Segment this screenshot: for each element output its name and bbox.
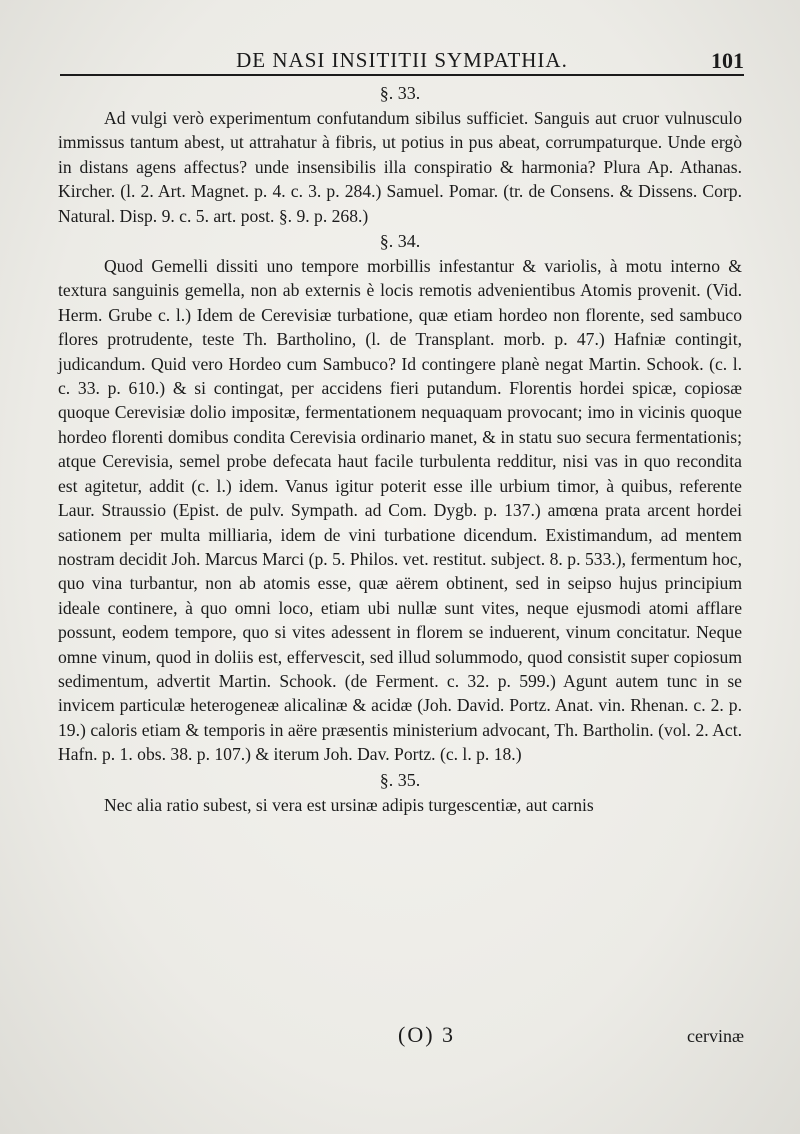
paragraph: Ad vulgi verò experimentum confutandum sibilus sufficiet. Sanguis aut cruor vulnusculo immissus tantum abest, ut attrahatur à fibris, ut potius in pus abeat, corrumpaturque. Unde ergò in distans agens affectus? unde insensibilis illa conspiratio & harmonia? Plura Ap. Athanas. Kircher. (l. 2. Art. Magnet. p. 4. c. 3. p. 284.) Samuel. Pomar. (tr. de Consens. & Dissens. Corp. Natural. Disp. 9. c. 5. art. post. §. 9. p. 268.) bbox=[58, 108, 742, 226]
section-heading: §. 33. bbox=[379, 83, 421, 103]
running-title: DE NASI INSITITII SYMPATHIA. bbox=[236, 48, 568, 72]
paragraph: Nec alia ratio subest, si vera est ursinæ adipis turgescentiæ, aut carnis bbox=[104, 794, 594, 815]
catchword: cervinæ bbox=[687, 1026, 744, 1046]
paragraph: Quod Gemelli dissiti uno tempore morbillis infestantur & variolis, à motu interno & textura sanguinis gemella, non ab externis è locis remotis advenientibus Atomis provenit. (Vid. Herm. Grube c. l.) Idem de Cerevisiæ turbatione, quæ etiam hordeo non florente, sed sambuco flores protrudente, teste Th. Bartholino, (l. de Transplant. morb. p. 47.) Hafniæ contingit, judicandum. Quid vero Hordeo cum Sambuco? Id contingere planè negat Martin. Schook. (c. l. c. 33. p. 610.) & si contingat, per accidens fieri putandum. Florentis hordei spicæ, copiosæ quoque Cerevisiæ dolio impositæ, fermentationem nequaquam provocant; imo in vicinis quoque hordeo florenti domibus condita Cerevisia ordinario manet, & in statu suo secura fermentationis; atque Cerevisia, semel probe defecata haut facile turbulenta redditur, nisi vas in quo recondita est agitetur, addit (c. l.) idem. Vanus igitur poterit esse ille urbium timor, à quibus, referente Laur. Straussio (Epist. de pulv. Sympath. ad Com. Dygb. p. 137.) amœna prata arcent hordei sationem per multa milliaria, idem de vini turbatione dicendum. Existimandum, ad mentem nostram decidit Joh. Marcus Marci (p. 5. Philos. vet. restitut. subject. 8. p. 533.), fermentum hoc, quo vina turbantur, non ab atomis esse, quæ aërem obtinent, sed in seipso hujus principium ideale continere, à quo omni loco, etiam ubi nullæ sunt vites, neque ejusmodi atomi afflare possunt, eodem tempore, quo si vites adessent in florem se induerent, vinum concitatur. Neque omne vinum, quod in doliis est, effervescit, sed illud solummodo, quod consistit super copiosum sedimentum, advertit Martin. Schook. (de Ferment. c. 32. p. 599.) Agunt autem tunc in se invicem particulæ heterogeneæ alicalinæ & acidæ (Joh. David. Portz. Anat. vin. Rhenan. c. 2. p. 19.) caloris etiam & temporis in aëre præsentis ministerium advocant, Th. Bartholin. (vol. 2. Act. Hafn. p. 1. obs. 38. p. 107.) & iterum Joh. Dav. Portz. (c. l. p. 18.) bbox=[58, 256, 742, 765]
page-footer bbox=[58, 1022, 744, 1062]
page-number: 101 bbox=[711, 48, 744, 73]
page-body bbox=[58, 80, 742, 817]
signature-mark: (O) 3 bbox=[398, 1022, 456, 1047]
section-heading: §. 34. bbox=[379, 231, 421, 252]
page-header bbox=[60, 44, 744, 74]
section-heading: §. 35. bbox=[379, 769, 421, 790]
header-rule bbox=[60, 74, 744, 76]
